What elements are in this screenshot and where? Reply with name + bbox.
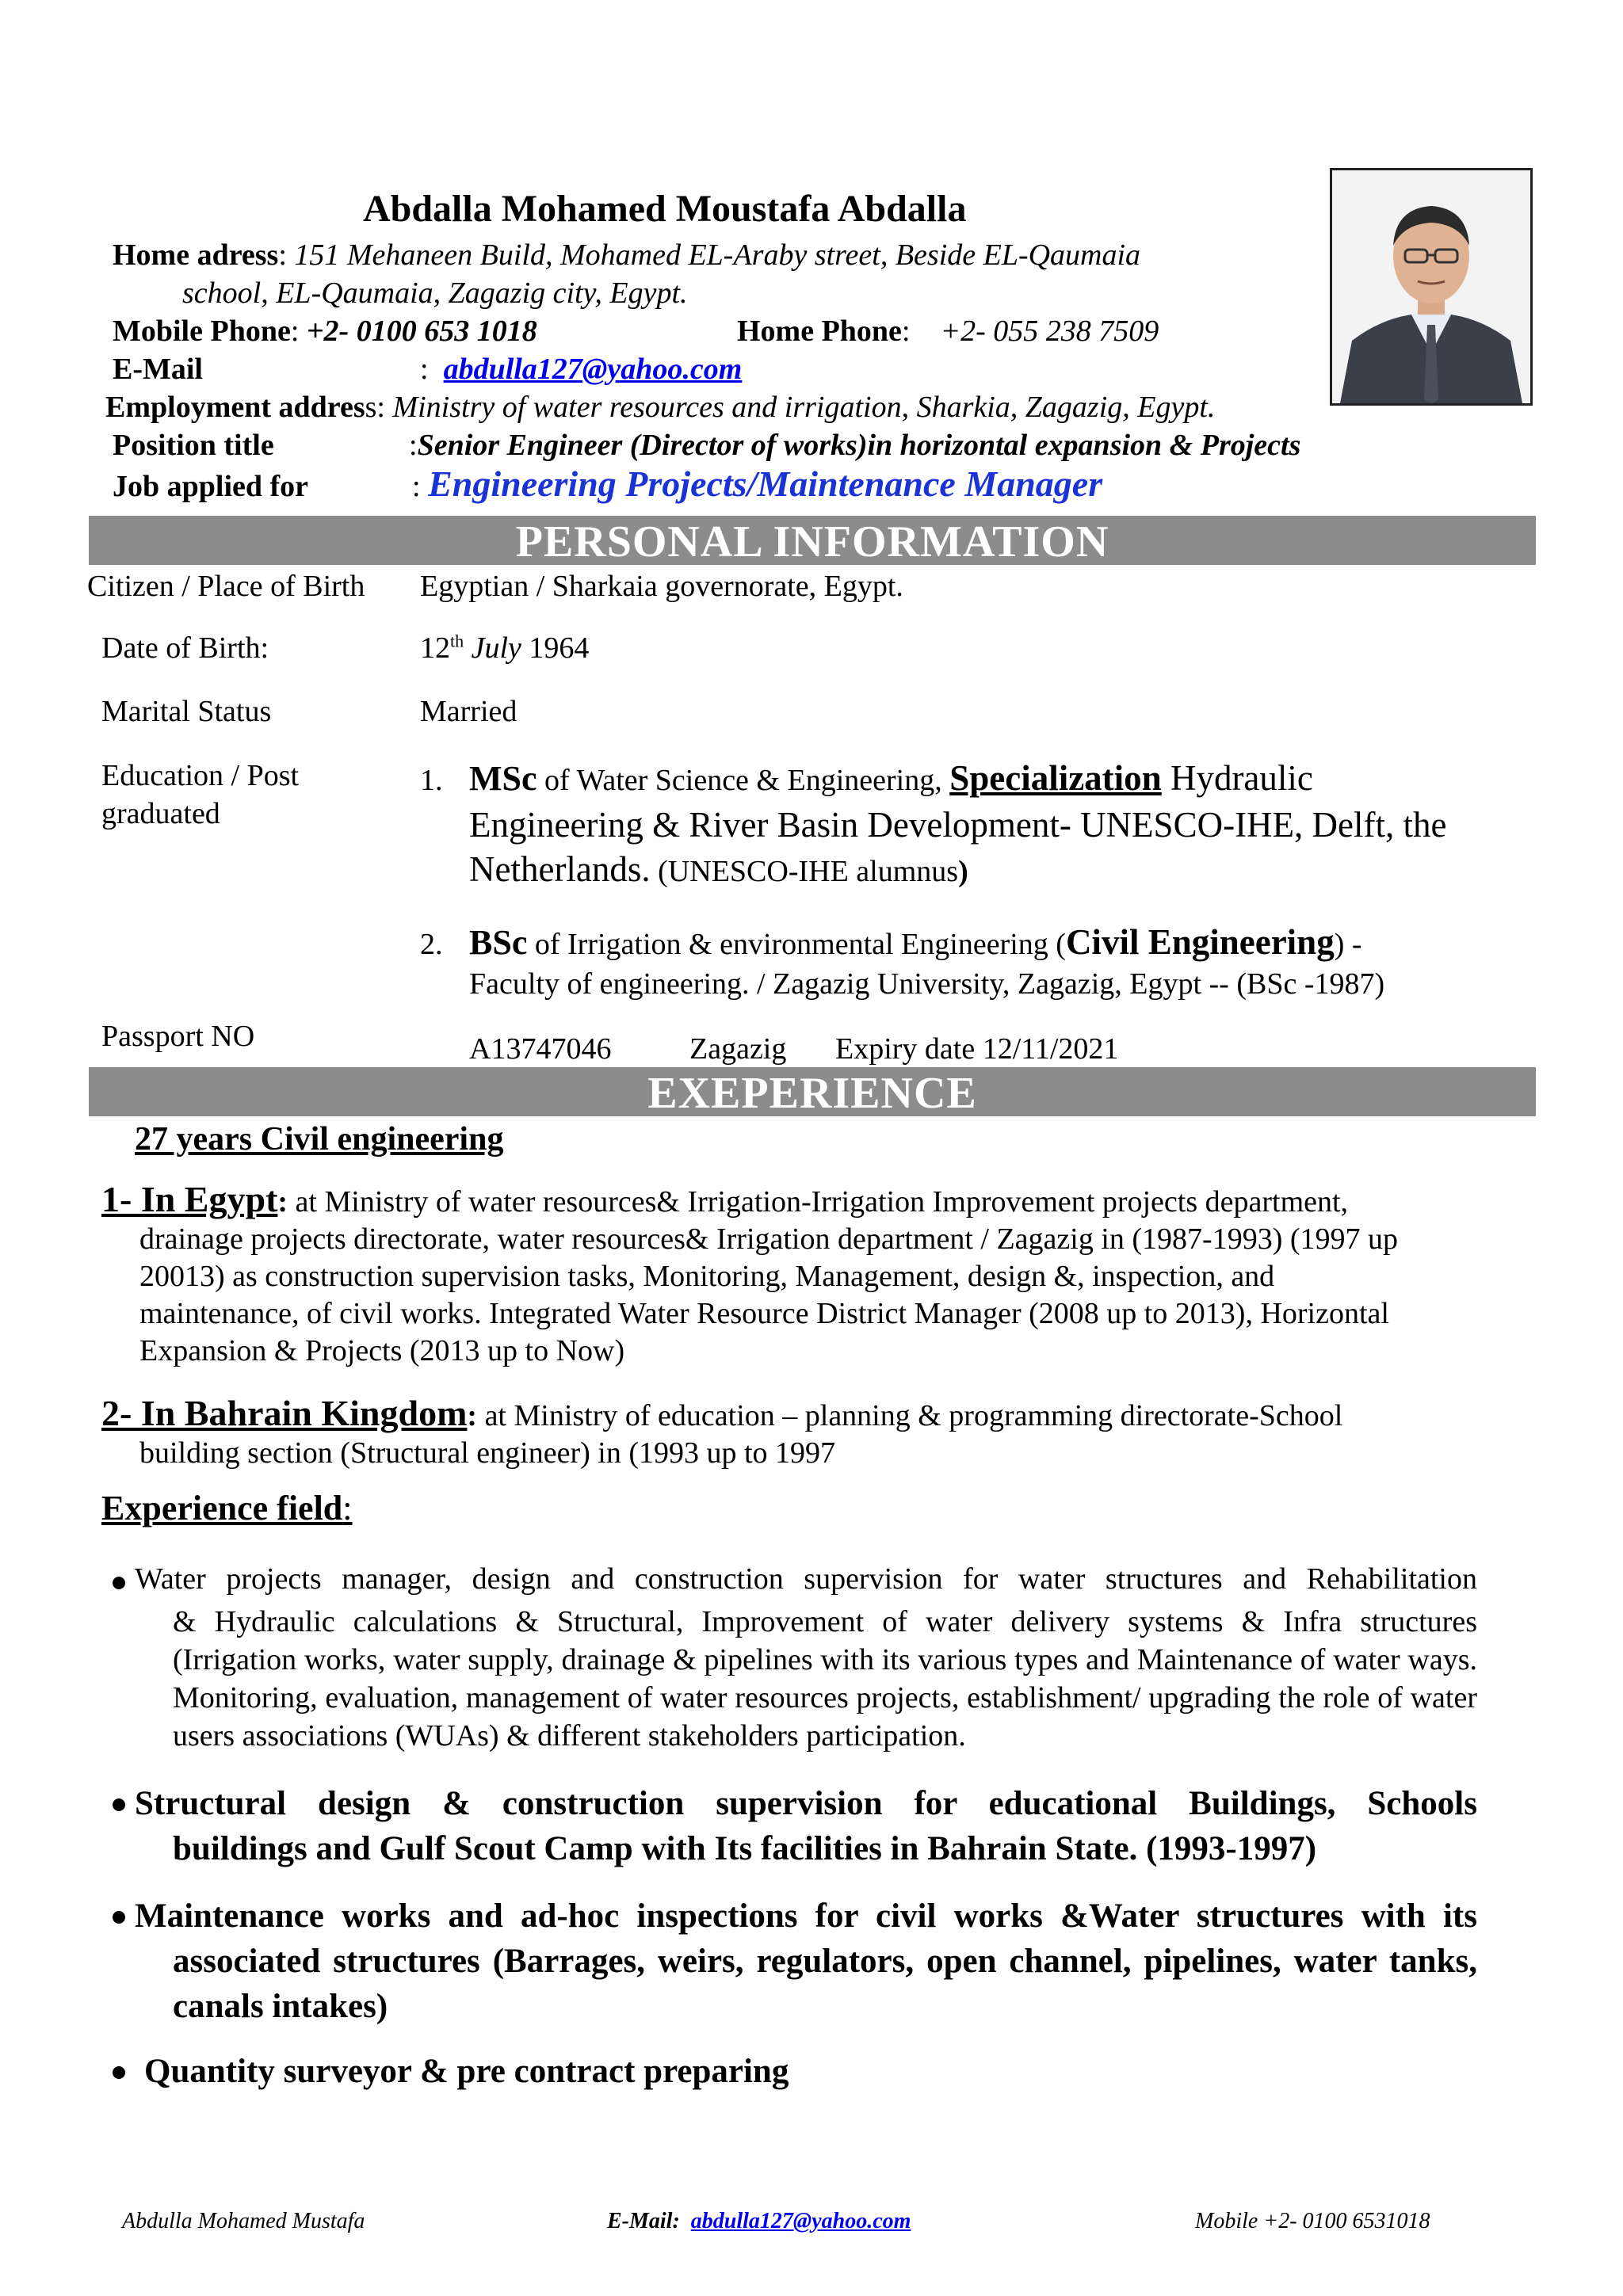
job-applied-row: : Engineering Projects/Maintenance Manager xyxy=(412,463,1103,504)
passport-expiry: Expiry date 12/11/2021 xyxy=(835,1032,1119,1066)
passport-number: A13747046 xyxy=(469,1032,612,1066)
position-title-label: Position title xyxy=(113,429,274,462)
experience-field-item-1: Water projects manager, design and construction supervision for water structures and Rehabilitation & Hydraulic calculations & Structural, Improvement of water delivery systems & Infra structures (Irrigation works, water supply, drainage & pipelines with its various types and Maintenance of water ways. Monitoring, evaluation, management of water resources projects, establishment/ upgrading the role of water users associations (WUAs) & different stakeholders participation. xyxy=(135,1562,1477,1753)
experience-field-heading: Experience field: xyxy=(101,1489,353,1527)
email-link[interactable]: abdulla127@yahoo.com xyxy=(443,353,743,386)
passport-label: Passport NO xyxy=(101,1020,255,1053)
applicant-name: Abdalla Mohamed Moustafa Abdalla xyxy=(363,188,967,230)
footer-name: Abdulla Mohamed Mustafa xyxy=(122,2209,365,2233)
home-address-label: Home adress xyxy=(113,238,279,272)
experience-egypt: 1- In Egypt: at Ministry of water resources& Irrigation-Irrigation Improvement projects department, drainage projects directorate, water resources& Irrigation department / Zagazig in (1987-1993) (1997 up 20013) as construction supervision tasks, Monitoring, Management, design &, inspection, and maintenance, of civil works. Integrated Water Resource District Manager (2008 up to 2013), Horizontal Expansion & Projects (2013 up to Now) xyxy=(101,1179,1399,1367)
home-phone-label: Home Phone xyxy=(737,315,902,348)
footer-email-link[interactable]: abdulla127@yahoo.com xyxy=(690,2209,911,2233)
home-address-line2: school, EL-Qaumaia, Zagazig city, Egypt. xyxy=(182,277,688,310)
employment-address-row: Employment address: Ministry of water resources and irrigation, Sharkia, Zagazig, Egypt. xyxy=(105,391,1216,424)
home-address-value: 151 Mehaneen Build, Mohamed EL-Araby street, Beside EL-Qaumaia xyxy=(294,238,1141,272)
email-label: E-Mail xyxy=(113,353,203,386)
profile-photo xyxy=(1330,168,1533,406)
experience-bahrain: 2- In Bahrain Kingdom: at Ministry of education – planning & programming directorate-School building section (Structural engineer) in (1993 up to 1997 xyxy=(101,1393,1343,1470)
bullet-icon xyxy=(113,1911,125,1924)
citizen-label: Citizen / Place of Birth xyxy=(87,570,365,603)
job-applied-value: Engineering Projects/Maintenance Manager xyxy=(428,463,1103,504)
personal-information-heading: PERSONAL INFORMATION xyxy=(89,516,1536,565)
passport-place: Zagazig xyxy=(689,1032,787,1066)
email-row: : abdulla127@yahoo.com xyxy=(420,353,743,386)
employment-address-value: Ministry of water resources and irrigation, Sharkia, Zagazig, Egypt. xyxy=(392,391,1216,424)
experience-field-item-2: Structural design & construction supervision for educational Buildings, Schools buildings and Gulf Scout Camp with Its facilities in Bahrain State. (1993-1997) xyxy=(135,1785,1477,1867)
marital-label: Marital Status xyxy=(101,695,272,728)
experience-field-item-4: Quantity surveyor & pre contract preparing xyxy=(144,2053,789,2090)
experience-field-item-3: Maintenance works and ad-hoc inspections for civil works &Water structures with its associated structures (Barrages, weirs, regulators, open channel, pipelines, water tanks, canals intakes) xyxy=(135,1897,1477,2025)
dob-label: Date of Birth: xyxy=(101,631,269,665)
footer-email: E-Mail: abdulla127@yahoo.com xyxy=(607,2209,911,2233)
position-title-value: Senior Engineer (Director of works)in horizontal expansion & Projects xyxy=(417,429,1301,462)
mobile-phone-row: Mobile Phone: +2- 0100 653 1018 xyxy=(113,315,537,348)
education-label: Education / Post graduated xyxy=(101,759,300,830)
dob-value: 12th July 1964 xyxy=(420,631,590,665)
employment-address-label: Employment addres xyxy=(105,391,365,424)
mobile-phone-value: +2- 0100 653 1018 xyxy=(306,315,537,348)
education-item-1: 1. MSc of Water Science & Engineering, Specialization Hydraulic Engineering & River Basin Development- UNESCO-IHE, Delft, the Netherlands. (UNESCO-IHE alumnus) xyxy=(420,758,1447,889)
mobile-phone-label: Mobile Phone xyxy=(113,315,291,348)
education-item-2: 2. BSc of Irrigation & environmental Engineering (Civil Engineering) - Faculty of engineering. / Zagazig University, Zagazig, Egypt -- (BSc -1987) xyxy=(420,922,1385,1001)
bullet-icon xyxy=(113,2066,125,2079)
home-phone-value: +2- 055 238 7509 xyxy=(940,315,1159,348)
home-phone-row: Home Phone: +2- 055 238 7509 xyxy=(737,315,1159,348)
experience-years: 27 years Civil engineering xyxy=(135,1121,504,1158)
job-applied-label: Job applied for xyxy=(113,470,309,503)
bullet-icon xyxy=(113,1577,125,1589)
home-address-line1: Home adress: 151 Mehaneen Build, Mohamed EL-Araby street, Beside EL-Qaumaia xyxy=(113,238,1141,272)
footer-mobile: Mobile +2- 0100 6531018 xyxy=(1195,2209,1430,2233)
marital-value: Married xyxy=(420,695,517,728)
citizen-value: Egyptian / Sharkaia governorate, Egypt. xyxy=(420,570,903,603)
person-portrait-icon xyxy=(1332,170,1530,403)
position-title-row: :Senior Engineer (Director of works)in horizontal expansion & Projects xyxy=(409,429,1301,462)
experience-heading: EXEPERIENCE xyxy=(89,1067,1536,1116)
bullet-icon xyxy=(113,1798,125,1811)
